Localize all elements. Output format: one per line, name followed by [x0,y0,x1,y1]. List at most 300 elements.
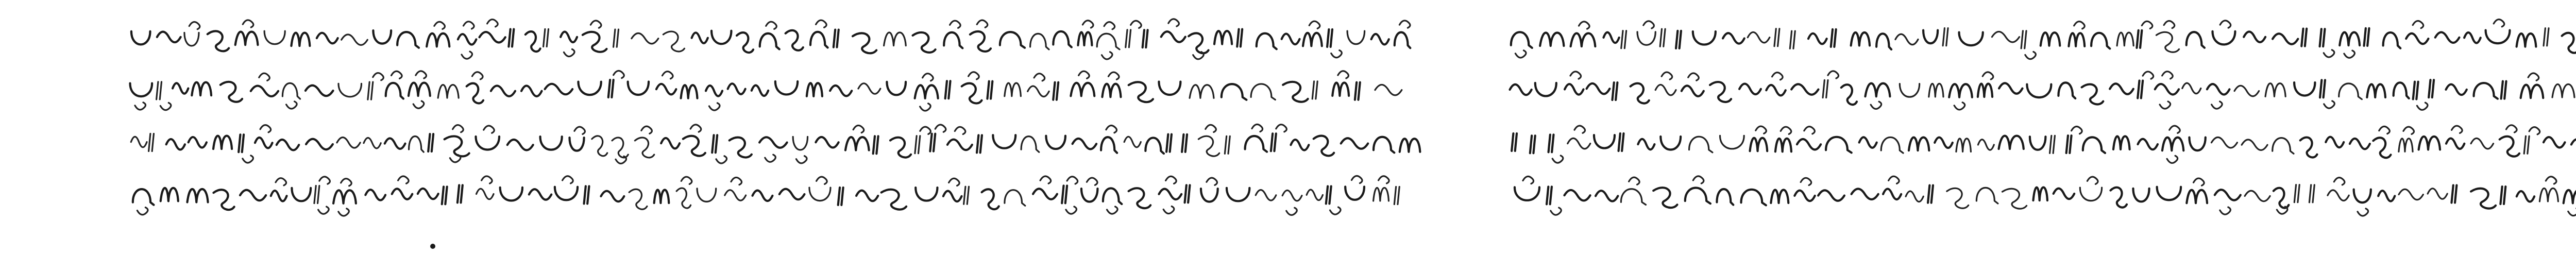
diacritic-stroke [1331,50,1342,58]
script-stroke [2021,31,2026,48]
diacritic-stroke [2529,127,2540,134]
diacritic-stroke [472,72,483,79]
script-stroke [1185,185,1190,202]
script-stroke [663,31,684,52]
script-stroke [2446,139,2464,149]
script-stroke [2117,32,2133,46]
script-stroke [1303,33,1322,46]
script-stroke [2428,189,2447,199]
script-stroke [728,83,745,94]
diacritic-stroke [1804,127,1815,134]
script-stroke [271,191,287,201]
diacritic-stroke [260,125,271,132]
script-stroke [251,86,278,96]
diacritic-stroke [563,176,573,183]
script-stroke [1549,134,1554,152]
script-stroke [629,189,647,209]
script-stroke [1978,84,1992,97]
script-stroke [526,31,540,52]
script-stroke [2294,185,2299,202]
script-stroke [1565,84,1583,94]
right-script-block [1510,20,2576,216]
script-stroke [1182,134,1187,152]
script-stroke [507,140,533,150]
script-stroke [2399,139,2413,152]
script-stroke [706,86,722,96]
script-stroke [712,135,717,153]
script-stroke [1126,30,1131,47]
script-stroke [1676,31,1681,48]
script-stroke [1909,138,1929,151]
script-stroke [1332,82,1349,96]
script-stroke [964,187,969,204]
script-stroke [2138,81,2143,98]
script-stroke [1823,80,1828,97]
script-stroke [943,191,962,201]
diacritic-stroke [1166,176,1177,183]
script-stroke [235,32,258,45]
script-stroke [1312,81,1317,99]
diacritic-stroke [1828,71,1839,78]
script-stroke [1723,33,1744,43]
script-stroke [887,82,906,95]
script-stroke [544,29,549,46]
script-stroke [793,137,807,150]
script-stroke [2517,191,2534,201]
script-stroke [1949,84,1972,97]
script-stroke [1660,29,1665,46]
script-stroke [1774,29,1780,46]
script-stroke [2050,136,2055,153]
script-stroke [1956,139,1971,152]
script-stroke [1314,136,1334,156]
diacritic-stroke [1629,177,1640,184]
script-stroke [561,32,577,42]
diacritic-stroke [1688,73,1699,80]
script-stroke [2571,139,2576,149]
diacritic-stroke [2403,127,2414,134]
script-stroke [970,31,991,52]
diacritic-stroke [2358,209,2368,216]
script-stroke [457,185,463,202]
script-stroke [1053,31,1072,47]
script-stroke [2413,82,2418,99]
script-stroke [816,137,838,147]
script-stroke [858,83,880,94]
script-stroke [1214,31,1232,44]
script-stroke [2245,191,2270,201]
script-stroke [635,138,654,158]
diacritic-stroke [1772,73,1783,80]
script-stroke [608,80,614,97]
script-stroke [1741,190,1766,206]
script-stroke [1222,84,1247,100]
script-stroke [2399,189,2423,199]
script-stroke [1693,31,1716,45]
script-stroke [1271,133,1276,151]
script-stroke [1283,82,1308,102]
script-stroke [157,32,181,42]
diacritic-stroke [160,103,171,110]
script-stroke [521,86,542,96]
script-stroke [2215,190,2241,200]
script-stroke [661,138,680,148]
script-stroke [1720,136,1744,149]
script-stroke [1612,82,1617,100]
diacritic-stroke [2194,178,2205,185]
script-stroke [2083,137,2105,153]
script-stroke [915,136,920,154]
script-stroke [2041,32,2060,46]
script-stroke [1818,190,1844,200]
script-stroke [1071,83,1094,96]
script-stroke [578,82,601,95]
script-stroke [1571,33,1596,47]
diacritic-stroke [1330,207,1341,214]
script-stroke [760,33,779,49]
script-stroke [1660,137,1681,150]
script-stroke [540,137,562,150]
script-stroke [337,138,360,148]
script-stroke [1766,85,1785,95]
script-stroke [1282,34,1300,44]
script-stroke [1935,138,1953,148]
script-stroke [1159,189,1181,199]
diacritic-stroke [949,178,960,185]
diacritic-stroke [135,103,146,110]
diacritic-stroke [450,155,461,162]
script-stroke [282,83,300,99]
diacritic-stroke [614,71,624,78]
diacritic-stroke [2212,101,2223,109]
script-stroke [2138,139,2158,149]
script-stroke [1748,32,1769,42]
script-stroke [189,137,207,147]
diacritic-stroke [1338,71,1349,78]
script-stroke [730,138,752,158]
script-stroke [1129,82,1153,102]
script-stroke [1876,33,1891,49]
script-stroke [418,189,438,199]
script-stroke [962,83,982,104]
diacritic-stroke [766,22,777,29]
script-stroke [1717,189,1733,205]
script-stroke [1097,33,1120,49]
diacritic-stroke [464,22,474,29]
script-stroke [445,136,469,156]
script-stroke [1282,190,1302,200]
script-stroke [1895,34,1918,44]
script-stroke [500,188,522,201]
script-stroke [2364,28,2369,46]
script-stroke [583,32,607,52]
script-stroke [2539,188,2558,201]
script-stroke [1198,136,1219,156]
script-stroke [2544,28,2549,46]
script-stroke [467,83,483,104]
script-stroke [2002,189,2026,209]
diacritic-stroke [1379,176,1389,183]
script-stroke [1631,83,1649,104]
diacritic-stroke [2334,178,2345,185]
diacritic-stroke [2143,72,2154,79]
script-stroke [1596,191,1618,201]
script-stroke [1395,32,1411,48]
script-stroke [2155,84,2179,94]
script-stroke [1865,83,1890,97]
script-stroke [1327,29,1332,47]
script-stroke [2058,82,2075,98]
script-stroke [427,33,449,47]
left-script-block [130,19,1420,216]
script-stroke [2354,190,2371,203]
script-stroke [681,85,698,98]
diacritic-stroke [1552,156,1563,163]
script-stroke [208,31,229,51]
script-stroke [409,83,430,96]
script-stroke [944,32,962,48]
diacritic-stroke [816,20,827,27]
script-stroke [2446,84,2466,95]
script-stroke [1005,83,1021,96]
script-stroke [2552,84,2574,97]
script-stroke [2133,189,2149,202]
script-stroke [584,186,589,204]
script-stroke [1603,32,1619,43]
script-stroke [2464,32,2481,43]
script-stroke [1530,136,1535,153]
diacritic-stroke [2528,73,2539,80]
script-stroke [1046,136,1065,149]
diacritic-stroke [1399,21,1410,28]
script-stroke [2328,190,2349,200]
diacritic-stroke [1034,74,1045,81]
script-stroke [1021,137,1039,153]
script-stroke [807,83,822,96]
diacritic-stroke [2413,21,2424,28]
script-stroke [2429,80,2434,97]
diacritic-stroke [2344,50,2355,58]
script-stroke [1159,81,1180,95]
script-stroke [2187,190,2207,204]
script-stroke [930,134,935,151]
diacritic-stroke [2379,126,2390,133]
script-stroke [2273,33,2298,44]
script-stroke [1594,135,1615,148]
script-stroke [292,188,311,201]
script-stroke [628,82,649,95]
diacritic-stroke [716,156,727,163]
script-stroke [1371,34,1389,44]
diacritic-stroke [1781,127,1791,134]
script-stroke [2069,33,2084,46]
diacritic-stroke [955,127,965,134]
script-stroke [1564,190,1590,200]
script-stroke [809,188,831,201]
script-stroke [1750,138,1768,151]
script-stroke [130,83,152,97]
script-stroke [1929,83,1943,97]
diacritic-stroke [2568,208,2576,215]
script-stroke [2544,137,2565,147]
script-stroke [1227,188,1249,201]
script-stroke [1341,138,1368,148]
script-stroke [982,189,999,209]
script-stroke [2406,33,2428,44]
script-stroke [1947,188,1969,208]
script-stroke [476,137,499,150]
script-stroke [1189,33,1208,53]
script-stroke [1145,138,1164,154]
script-stroke [1028,86,1049,96]
script-stroke [1033,189,1057,199]
script-stroke [1102,84,1121,97]
script-stroke [830,86,852,96]
diacritic-stroke [690,125,701,132]
script-stroke [2419,137,2440,150]
script-stroke [2110,188,2127,208]
script-stroke [1512,133,1517,151]
diacritic-stroke [969,72,979,79]
diacritic-stroke [950,21,961,28]
script-stroke [1375,84,1402,95]
script-stroke [529,189,551,199]
script-stroke [255,138,273,148]
script-stroke [1400,139,1420,152]
script-stroke [1831,29,1836,47]
script-stroke [1999,83,2022,93]
script-stroke [491,86,515,96]
diacritic-stroke [2324,50,2334,57]
script-stroke [1791,84,1818,94]
script-stroke [1166,134,1172,152]
script-stroke [779,189,805,199]
script-stroke [477,189,494,199]
script-stroke [1621,189,1646,205]
script-stroke [555,187,578,200]
diacritic-stroke [2072,126,2082,133]
script-stroke [1374,137,1394,153]
script-stroke [2320,29,2325,46]
script-stroke [1771,190,1788,203]
script-stroke [1619,133,1624,151]
script-stroke [1245,136,1267,152]
script-stroke [1081,189,1097,202]
diacritic-stroke [574,127,585,134]
script-stroke [2066,136,2072,153]
diacritic-stroke [1954,103,1965,110]
script-stroke [385,138,405,148]
script-stroke [306,86,333,96]
script-stroke [1992,31,2019,42]
script-stroke [1682,86,1704,96]
script-stroke [2501,81,2506,99]
script-stroke [509,29,514,47]
script-stroke [1161,31,1185,42]
diacritic-stroke [1193,52,1204,59]
script-stroke [2500,137,2519,157]
script-stroke [1547,187,1552,204]
diacritic-stroke [920,127,931,134]
diacritic-stroke [681,177,692,184]
diacritic-stroke [276,178,286,185]
diacritic-stroke [1101,52,1112,59]
diacritic-stroke [2417,103,2428,110]
script-stroke [1535,83,1556,96]
script-stroke [775,81,798,95]
script-stroke [342,35,368,45]
script-stroke [386,83,403,99]
script-stroke [1859,137,1877,147]
script-stroke [1841,84,1857,105]
script-stroke [1000,32,1025,48]
script-stroke [2294,82,2315,96]
script-stroke [2189,138,2205,151]
script-stroke [2367,84,2385,97]
diacritic-stroke [709,103,720,110]
script-stroke [987,81,992,99]
script-stroke [2564,190,2576,204]
script-stroke [711,31,731,44]
diacritic-stroke [1579,22,1590,29]
script-stroke [2486,30,2510,43]
script-stroke [2471,189,2496,209]
script-stroke [2340,32,2360,46]
script-stroke [1900,84,1919,97]
script-stroke [1852,189,1878,199]
script-stroke [725,190,746,200]
script-stroke [1257,33,1277,49]
script-stroke [1959,32,1983,46]
script-stroke [2082,84,2104,105]
script-stroke [882,190,906,210]
script-stroke [2054,189,2074,199]
diacritic-stroke [1106,125,1117,132]
script-stroke [614,29,619,47]
diacritic-stroke [1662,72,1672,79]
diacritic-stroke [2025,52,2036,59]
script-stroke [187,189,208,202]
script-stroke [2110,83,2133,94]
diacritic-stroke [1104,22,1115,29]
script-stroke [1225,136,1230,154]
script-stroke [1976,188,1998,204]
diacritic-stroke [2324,101,2335,108]
script-stroke [2274,188,2289,208]
script-stroke [192,82,211,96]
script-stroke [480,32,505,42]
script-stroke [2435,32,2460,43]
script-stroke [1587,83,1610,94]
diacritic-stroke [1067,177,1078,184]
diacritic-stroke [1107,207,1118,214]
script-stroke [442,187,447,204]
script-stroke [759,137,787,147]
script-stroke [1881,137,1903,153]
script-stroke [1739,84,1761,94]
script-stroke [1906,191,1923,201]
script-stroke [1653,188,1677,208]
diacritic-stroke [243,20,253,27]
script-stroke [458,34,477,44]
diacritic-stroke [935,125,946,132]
script-stroke [1655,84,1676,95]
diacritic-stroke [1351,176,1362,183]
script-stroke [1103,188,1122,204]
script-stroke [913,32,936,53]
script-stroke [2350,139,2370,149]
script-stroke [601,191,624,201]
